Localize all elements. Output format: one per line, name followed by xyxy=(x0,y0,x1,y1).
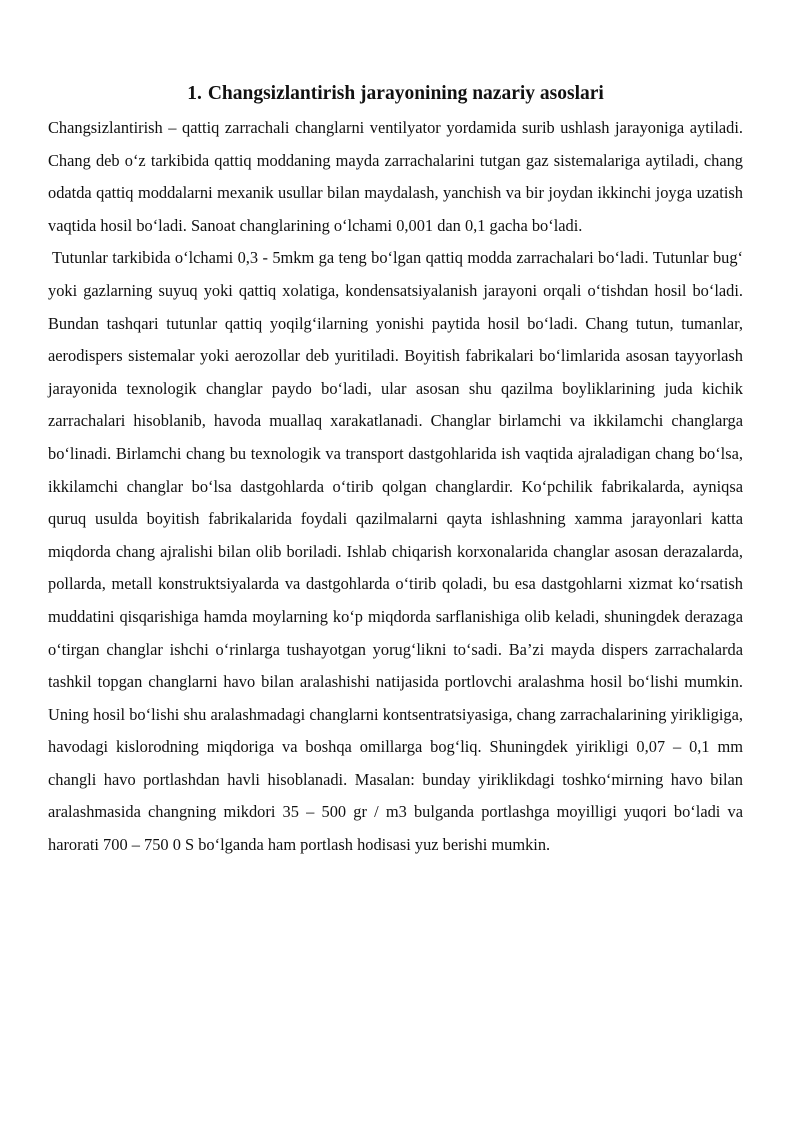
section-number: 1. xyxy=(187,83,202,104)
paragraph-2: Tutunlar tarkibida o‘lchami 0,3 - 5mkm ga teng bo‘lgan qattiq modda zarrachalari bo‘ladi. Tutunlar bug‘ yoki gazlarning suyuq yoki qattiq xolatiga, kondensatsiyalanish jarayoni orqali o‘tishdan hosil bo‘ladi. Bundan tashqari tutunlar qattiq yoqilg‘ilarning yonishi paytida hosil bo‘ladi. Chang tutun, tumanlar, aerodispers sistemalar yoki aerozollar deb yuritiladi. Boyitish fabrikalari bo‘limlarida asosan tayyorlash jarayonida texnologik changlar paydo bo‘ladi, ular asosan shu qazilma boyliklarining juda kichik zarrachalari hisoblanib, havoda muallaq xarakatlanadi. Changlar birlamchi va ikkilamchi changlarga bo‘linadi. Birlamchi chang bu texnologik va transport dastgohlarida ish vaqtida ajraladigan chang bo‘lsa, ikkilamchi changlar bo‘lsa dastgohlarda o‘tirib qolgan changlardir. Ko‘pchilik fabrikalarda, ayniqsa quruq usulda boyitish fabrikalarida foydali qazilmalarni qayta ishlashning xamma jarayonlari katta miqdorda chang ajralishi bilan olib boriladi. Ishlab chiqarish korxonalarida changlar asosan derazalarda, pollarda, metall konstruktsiyalarda va dastgohlarda o‘tirib qoladi, bu esa dastgohlarni xizmat ko‘rsatish muddatini qisqarishiga hamda moylarning ko‘p miqdorda sarflanishiga olib keladi, shuningdek derazaga o‘tirgan changlar ishchi o‘rinlarga tushayotgan yorug‘likni to‘sadi. Ba’zi mayda dispers zarrachalarda tashkil topgan changlarni havo bilan aralashishi natijasida portlovchi aralashma hosil bo‘lishi mumkin. Uning hosil bo‘lishi shu aralashmadagi changlarni kontsentratsiyasiga, chang zarrachalarining yirikligiga, havodagi kislorodning miqdoriga va boshqa omillarga bog‘liq. Shuningdek yirikligi 0,07 – 0,1 mm changli havo portlashdan havli hisoblanadi. Masalan: bunday yiriklikdagi toshko‘mirning havo bilan aralashmasida changning mikdori 35 – 500 gr / m3 bulganda portlashga moyilligi yuqori bo‘ladi va harorati 700 – 750 0 S bo‘lganda ham portlash hodisasi yuz berishi mumkin. xyxy=(48,248,743,855)
section-heading xyxy=(48,80,743,108)
document-page xyxy=(48,80,743,862)
section-title: Changsizlantirish jarayonining nazariy asoslari xyxy=(207,83,604,104)
paragraph-1: Changsizlantirish – qattiq zarrachali changlarni ventilyator yordamida surib ushlash jarayoniga aytiladi. Chang deb o‘z tarkibida qattiq moddaning mayda zarrachalarini tutgan gaz sistemalariga aytiladi, chang odatda qattiq moddalarni mexanik usullar bilan maydalash, yanchish va bir joydan ikkinchi joyga uzatish vaqtida hosil bo‘ladi. Sanoat changlarining o‘lchami 0,001 dan 0,1 gacha bo‘ladi. xyxy=(48,118,743,235)
